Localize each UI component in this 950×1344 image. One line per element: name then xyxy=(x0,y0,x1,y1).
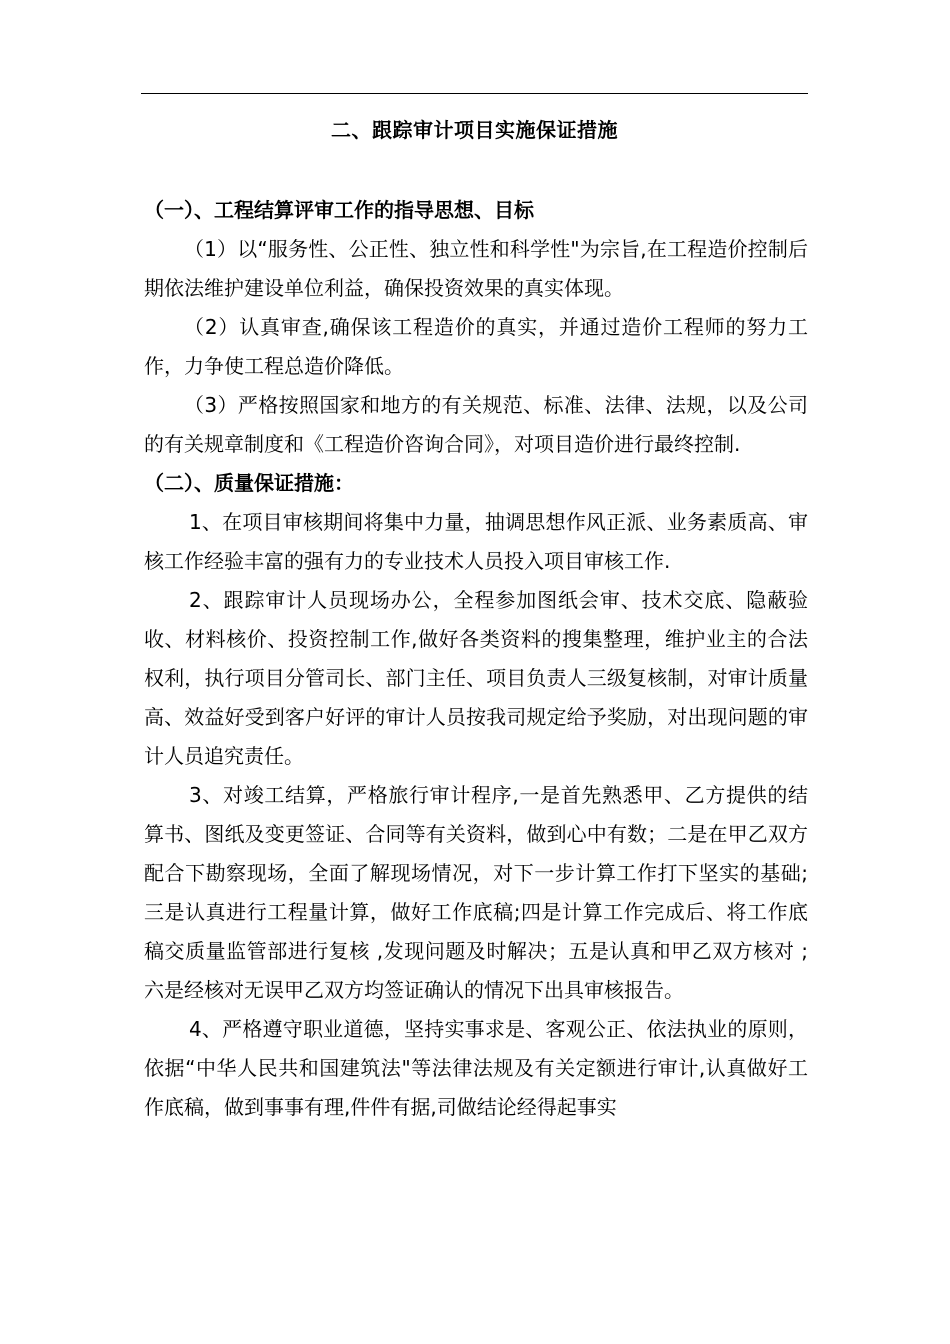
paragraph-2-4: 4、严格遵守职业道德，坚持实事求是、客观公正、依法执业的原则，依据“中华人民共和国建筑法"等法律法规及有关定额进行审计,认真做好工作底稿，做到事事有理,件件有据,司做结论经得起事实 xyxy=(144,1017,808,1119)
paragraph-2-2: 2、跟踪审计人员现场办公，全程参加图纸会审、技术交底、隐蔽验收、材料核价、投资控制工作,做好各类资料的搜集整理，维护业主的合法权利，执行项目分管司长、部门主任、项目负责人三级复核制，对审计质量高、效益好受到客户好评的审计人员按我司规定给予奖励，对出现问题的审计人员追究责任。 xyxy=(144,588,808,768)
paragraph-1-3: （3）严格按照国家和地方的有关规范、标准、法律、法规，以及公司的有关规章制度和《工程造价咨询合同》，对项目造价进行最终控制. xyxy=(144,393,808,456)
paragraph-1-1: （1）以“服务性、公正性、独立性和科学性"为宗旨,在工程造价控制后期依法维护建设单位利益，确保投资效果的真实体现。 xyxy=(144,237,808,300)
document-body xyxy=(144,191,808,1127)
page-title: 二、跟踪审计项目实施保证措施 xyxy=(331,118,618,142)
paragraph-2-1: 1、在项目审核期间将集中力量，抽调思想作风正派、业务素质高、审核工作经验丰富的强有力的专业技术人员投入项目审核工作. xyxy=(144,510,808,573)
section-heading-2: （二）、质量保证措施： xyxy=(144,471,354,495)
section-heading-1: （一）、工程结算评审工作的指导思想、目标 xyxy=(144,198,534,222)
paragraph-1-2: （2）认真审查,确保该工程造价的真实，并通过造价工程师的努力工作，力争使工程总造价降低。 xyxy=(144,315,808,378)
header-rule xyxy=(141,93,808,94)
paragraph-2-3: 3、对竣工结算，严格旅行审计程序,一是首先熟悉甲、乙方提供的结算书、图纸及变更签证、合同等有关资料，做到心中有数；二是在甲乙双方配合下勘察现场，全面了解现场情况，对下一步计算工作打下坚实的基础;三是认真进行工程量计算，做好工作底稿;四是计算工作完成后、将工作底稿交质量监管部进行复核 ,发现问题及时解决；五是认真和甲乙双方核对 ;六是经核对无误甲乙双方均签证确认的情况下出具审核报告。 xyxy=(144,783,808,1002)
